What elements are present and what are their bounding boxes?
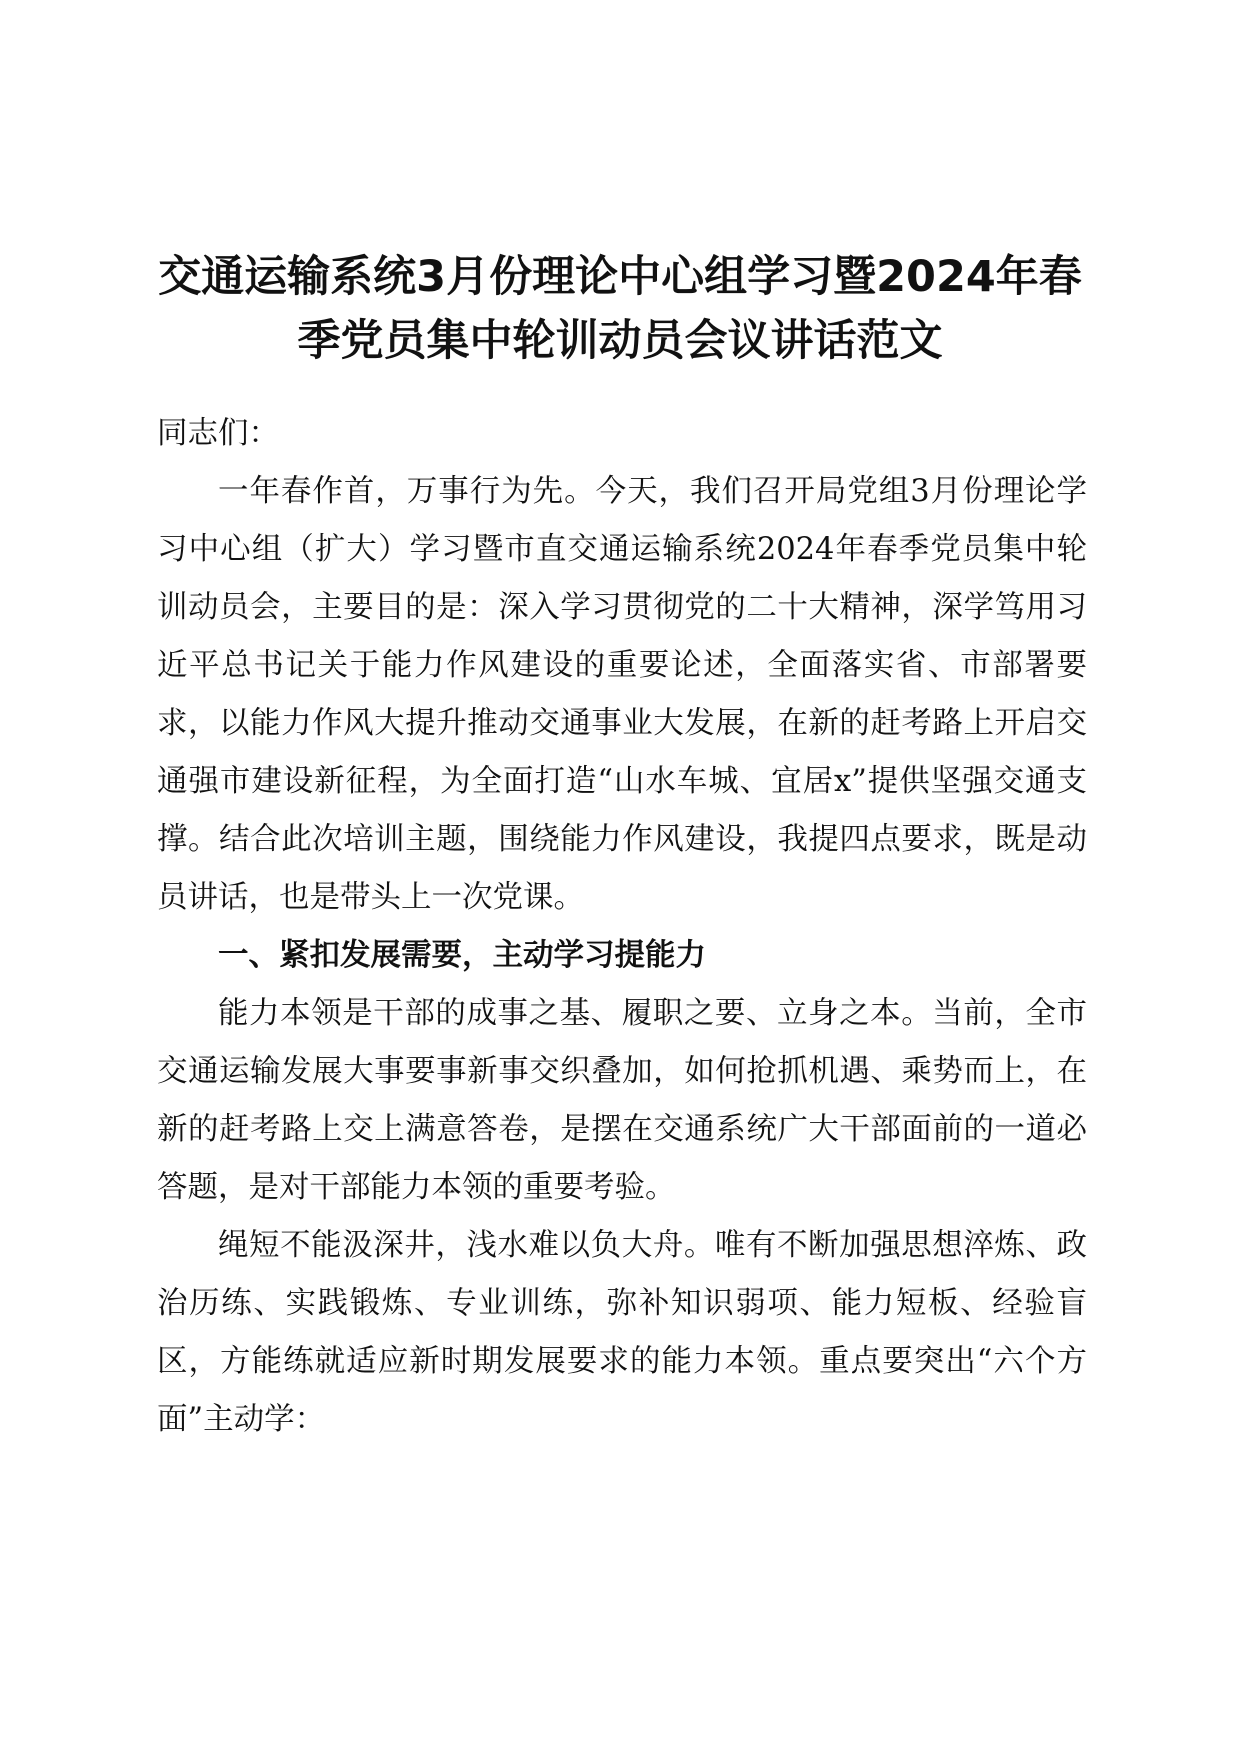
opening-paragraph: 一年春作首，万事行为先。今天，我们召开局党组3月份理论学习中心组（扩大）学习暨市直交通运输系统2024年春季党员集中轮训动员会，主要目的是：深入学习贯彻党的二十大精神，深学笃用习近平总书记关于能力作风建设的重要论述，全面落实省、市部署要求，以能力作风大提升推动交通事业大发展，在新的赶考路上开启交通强市建设新征程，为全面打造“山水车城、宜居x”提供坚强交通支撑。结合此次培训主题，围绕能力作风建设，我提四点要求，既是动员讲话，也是带头上一次党课。	[157, 474, 1087, 915]
document-body	[157, 405, 1087, 1449]
salutation: 同志们：	[157, 416, 279, 451]
document-title: 交通运输系统3月份理论中心组学习暨2024年春季党员集中轮训动员会议讲话范文	[158, 252, 1082, 366]
section-paragraph-1: 能力本领是干部的成事之基、履职之要、立身之本。当前，全市交通运输发展大事要事新事交织叠加，如何抢抓机遇、乘势而上，在新的赶考路上交上满意答卷，是摆在交通系统广大干部面前的一道必答题，是对干部能力本领的重要考验。	[157, 996, 1087, 1205]
section-paragraph-2: 绳短不能汲深井，浅水难以负大舟。唯有不断加强思想淬炼、政治历练、实践锻炼、专业训练，弥补知识弱项、能力短板、经验盲区，方能练就适应新时期发展要求的能力本领。重点要突出“六个方面”主动学：	[157, 1228, 1087, 1437]
section-heading: 一、紧扣发展需要，主动学习提能力	[218, 938, 706, 973]
